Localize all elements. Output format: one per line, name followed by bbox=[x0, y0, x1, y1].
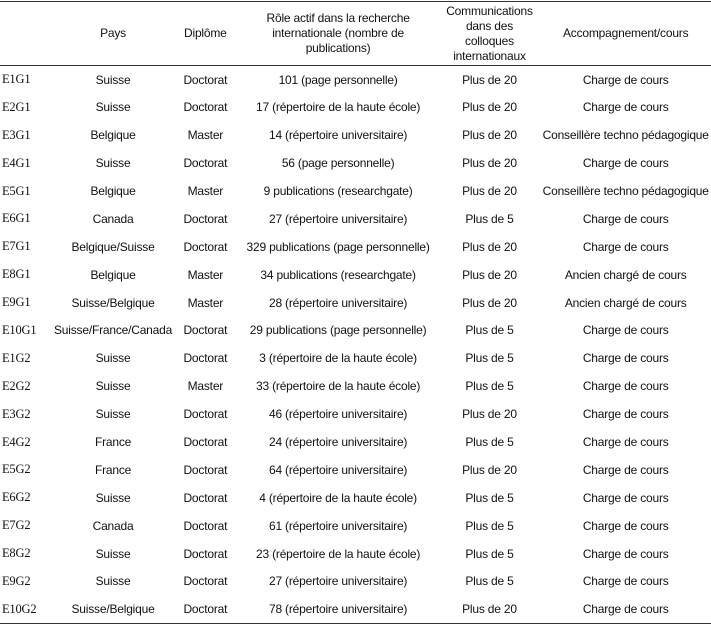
table-row bbox=[0, 372, 711, 400]
cell-code: E8G1 bbox=[2, 267, 31, 282]
cell-communications: Plus de 20 bbox=[462, 407, 517, 422]
cell-communications: Plus de 20 bbox=[462, 184, 517, 198]
cell-role: 4 (répertoire de la haute école) bbox=[259, 490, 417, 505]
cell-pays: France bbox=[94, 435, 132, 450]
table-row bbox=[0, 121, 711, 149]
cell-accompagnement: Charge de cours bbox=[582, 72, 669, 87]
cell-pays: Suisse bbox=[95, 490, 131, 505]
cell-diplome: Doctorat bbox=[183, 323, 228, 338]
cell-code: E7G2 bbox=[2, 518, 31, 533]
cell-diplome: Doctorat bbox=[173, 595, 238, 623]
cell-accompagnement: Charge de cours bbox=[582, 574, 669, 589]
cell-communications: Plus de 20 bbox=[462, 156, 517, 171]
cell-code: E8G2 bbox=[2, 546, 31, 561]
table-row bbox=[0, 205, 711, 233]
cell-pays: Suisse bbox=[95, 574, 131, 589]
cell-accompagnement: Charge de cours bbox=[582, 323, 669, 338]
cell-diplome: Doctorat bbox=[183, 574, 228, 589]
header-role: Rôle actif dans la recherche internationale (nombre de publications) bbox=[238, 2, 439, 66]
cell-diplome: Doctorat bbox=[183, 156, 228, 171]
header-accompagnement: Accompagnement/cours bbox=[540, 2, 711, 66]
cell-communications: Plus de 20 bbox=[462, 128, 517, 143]
cell-diplome: Master bbox=[187, 184, 224, 198]
cell-role: 56 (page personnelle) bbox=[281, 156, 395, 171]
cell-diplome: Doctorat bbox=[183, 72, 228, 87]
table-row bbox=[0, 400, 711, 428]
cell-pays: Suisse bbox=[95, 407, 131, 422]
cell-accompagnement: Ancien chargé de cours bbox=[564, 267, 687, 282]
cell-role: 101 (page personnelle) bbox=[278, 72, 398, 87]
cell-role: 14 (répertoire universitaire) bbox=[268, 128, 408, 143]
table-row bbox=[0, 66, 711, 94]
cell-role: 78 (répertoire universitaire) bbox=[238, 595, 439, 623]
cell-role: 3 (répertoire de la haute école) bbox=[259, 351, 417, 366]
cell-role: 29 publications (page personnelle) bbox=[249, 323, 427, 338]
table-row bbox=[0, 512, 711, 540]
cell-diplome: Doctorat bbox=[183, 435, 228, 450]
cell-role: 9 publications (researchgate) bbox=[263, 184, 413, 198]
cell-accompagnement: Charge de cours bbox=[582, 379, 669, 394]
cell-communications: Plus de 5 bbox=[465, 546, 514, 561]
cell-code: E2G2 bbox=[2, 378, 31, 393]
cell-communications: Plus de 5 bbox=[465, 435, 514, 450]
table-row bbox=[0, 484, 711, 512]
cell-communications: Plus de 20 bbox=[462, 100, 517, 115]
cell-code: E5G1 bbox=[2, 183, 31, 198]
cell-role: 28 (répertoire universitaire) bbox=[268, 295, 408, 310]
cell-communications: Plus de 20 bbox=[462, 295, 517, 310]
cell-code: E10G1 bbox=[2, 322, 37, 337]
cell-pays: Suisse bbox=[95, 546, 131, 561]
experts-table bbox=[0, 1, 711, 624]
cell-pays: Suisse bbox=[95, 100, 131, 115]
cell-pays: Canada bbox=[92, 518, 134, 533]
table-row bbox=[0, 428, 711, 456]
cell-code: E9G1 bbox=[2, 295, 31, 310]
cell-accompagnement: Conseillère techno pédagogique bbox=[542, 184, 709, 198]
cell-code: E3G1 bbox=[2, 127, 31, 142]
cell-pays: Suisse/Belgique bbox=[71, 295, 155, 310]
table-row bbox=[0, 177, 711, 205]
cell-pays: France bbox=[94, 462, 132, 477]
header-code bbox=[0, 2, 53, 66]
cell-accompagnement: Charge de cours bbox=[582, 239, 669, 254]
cell-communications: Plus de 5 bbox=[465, 323, 514, 338]
cell-pays: Belgique bbox=[90, 128, 136, 143]
cell-diplome: Doctorat bbox=[183, 546, 228, 561]
cell-diplome: Doctorat bbox=[183, 211, 228, 226]
table-row bbox=[0, 456, 711, 484]
cell-role: 23 (répertoire de la haute école) bbox=[256, 546, 421, 561]
cell-code: E10G2 bbox=[0, 595, 53, 623]
header-diplome: Diplôme bbox=[173, 2, 238, 66]
cell-code: E2G1 bbox=[2, 99, 31, 114]
cell-code: E5G2 bbox=[2, 462, 31, 477]
cell-diplome: Doctorat bbox=[183, 351, 228, 366]
cell-pays: Belgique bbox=[90, 267, 136, 282]
table-row bbox=[0, 344, 711, 372]
cell-communications: Plus de 5 bbox=[465, 518, 514, 533]
cell-communications: Plus de 20 bbox=[462, 462, 517, 477]
cell-accompagnement: Charge de cours bbox=[582, 211, 669, 226]
cell-accompagnement: Charge de cours bbox=[582, 518, 669, 533]
cell-communications: Plus de 5 bbox=[465, 379, 514, 394]
cell-role: 34 publications (researchgate) bbox=[260, 267, 416, 282]
cell-accompagnement: Charge de cours bbox=[582, 490, 669, 505]
cell-communications: Plus de 5 bbox=[465, 574, 514, 589]
cell-code: E7G1 bbox=[2, 239, 31, 254]
cell-diplome: Doctorat bbox=[183, 518, 228, 533]
header-pays: Pays bbox=[53, 2, 173, 66]
cell-accompagnement: Charge de cours bbox=[582, 156, 669, 171]
cell-accompagnement: Conseillère techno pédagogique bbox=[542, 128, 709, 143]
cell-diplome: Doctorat bbox=[183, 490, 228, 505]
cell-diplome: Doctorat bbox=[183, 407, 228, 422]
cell-pays: Suisse/France/Canada bbox=[54, 323, 173, 338]
cell-role: 329 publications (page personnelle) bbox=[246, 239, 430, 254]
cell-pays: Belgique bbox=[90, 184, 136, 198]
cell-accompagnement: Charge de cours bbox=[582, 546, 669, 561]
cell-code: E6G2 bbox=[2, 490, 31, 505]
cell-pays: Suisse bbox=[95, 72, 131, 87]
cell-code: E3G2 bbox=[2, 406, 31, 421]
cell-accompagnement: Ancien chargé de cours bbox=[564, 295, 687, 310]
table-body bbox=[0, 66, 711, 624]
cell-role: 61 (répertoire universitaire) bbox=[268, 518, 408, 533]
table-header bbox=[0, 2, 711, 66]
table-row bbox=[0, 595, 711, 623]
cell-communications: Plus de 20 bbox=[462, 72, 517, 87]
cell-role: 17 (répertoire de la haute école) bbox=[256, 100, 421, 115]
cell-communications: Plus de 5 bbox=[465, 351, 514, 366]
cell-diplome: Master bbox=[187, 267, 224, 282]
header-communications: Communications dans des colloques internationaux bbox=[439, 2, 541, 66]
cell-pays: Suisse bbox=[95, 379, 131, 394]
table-row bbox=[0, 540, 711, 568]
cell-role: 64 (répertoire universitaire) bbox=[268, 462, 408, 477]
header-row bbox=[0, 2, 711, 66]
cell-role: 27 (répertoire universitaire) bbox=[268, 574, 408, 589]
table-row bbox=[0, 317, 711, 345]
cell-accompagnement: Charge de cours bbox=[582, 407, 669, 422]
cell-pays: Suisse/Belgique bbox=[53, 595, 173, 623]
cell-code: E1G2 bbox=[2, 350, 31, 365]
cell-accompagnement: Charge de cours bbox=[582, 351, 669, 366]
cell-code: E4G2 bbox=[2, 434, 31, 449]
cell-role: 27 (répertoire universitaire) bbox=[268, 211, 408, 226]
cell-communications: Plus de 20 bbox=[439, 595, 541, 623]
cell-communications: Plus de 5 bbox=[465, 211, 514, 226]
cell-code: E9G2 bbox=[2, 573, 31, 588]
table-row bbox=[0, 149, 711, 177]
cell-role: 24 (répertoire universitaire) bbox=[268, 435, 408, 450]
cell-role: 46 (répertoire universitaire) bbox=[268, 407, 408, 422]
cell-role: 33 (répertoire de la haute école) bbox=[256, 379, 421, 394]
table-row bbox=[0, 568, 711, 596]
cell-accompagnement: Charge de cours bbox=[582, 462, 669, 477]
cell-diplome: Doctorat bbox=[183, 239, 228, 254]
cell-pays: Canada bbox=[92, 211, 134, 226]
cell-communications: Plus de 20 bbox=[462, 267, 517, 282]
cell-communications: Plus de 20 bbox=[462, 239, 517, 254]
cell-accompagnement: Charge de cours bbox=[582, 435, 669, 450]
cell-code: E1G1 bbox=[2, 72, 31, 87]
cell-pays: Belgique/Suisse bbox=[71, 239, 155, 254]
table-row bbox=[0, 93, 711, 121]
cell-pays: Suisse bbox=[95, 351, 131, 366]
table-row bbox=[0, 289, 711, 317]
cell-diplome: Master bbox=[187, 128, 224, 143]
cell-communications: Plus de 5 bbox=[465, 490, 514, 505]
cell-pays: Suisse bbox=[95, 156, 131, 171]
cell-diplome: Master bbox=[187, 295, 224, 310]
cell-code: E4G1 bbox=[2, 155, 31, 170]
cell-code: E6G1 bbox=[2, 211, 31, 226]
cell-diplome: Doctorat bbox=[183, 462, 228, 477]
cell-accompagnement: Charge de cours bbox=[540, 595, 711, 623]
cell-diplome: Doctorat bbox=[183, 100, 228, 115]
table-row bbox=[0, 261, 711, 289]
cell-diplome: Master bbox=[187, 379, 224, 394]
cell-accompagnement: Charge de cours bbox=[582, 100, 669, 115]
table-row bbox=[0, 233, 711, 261]
